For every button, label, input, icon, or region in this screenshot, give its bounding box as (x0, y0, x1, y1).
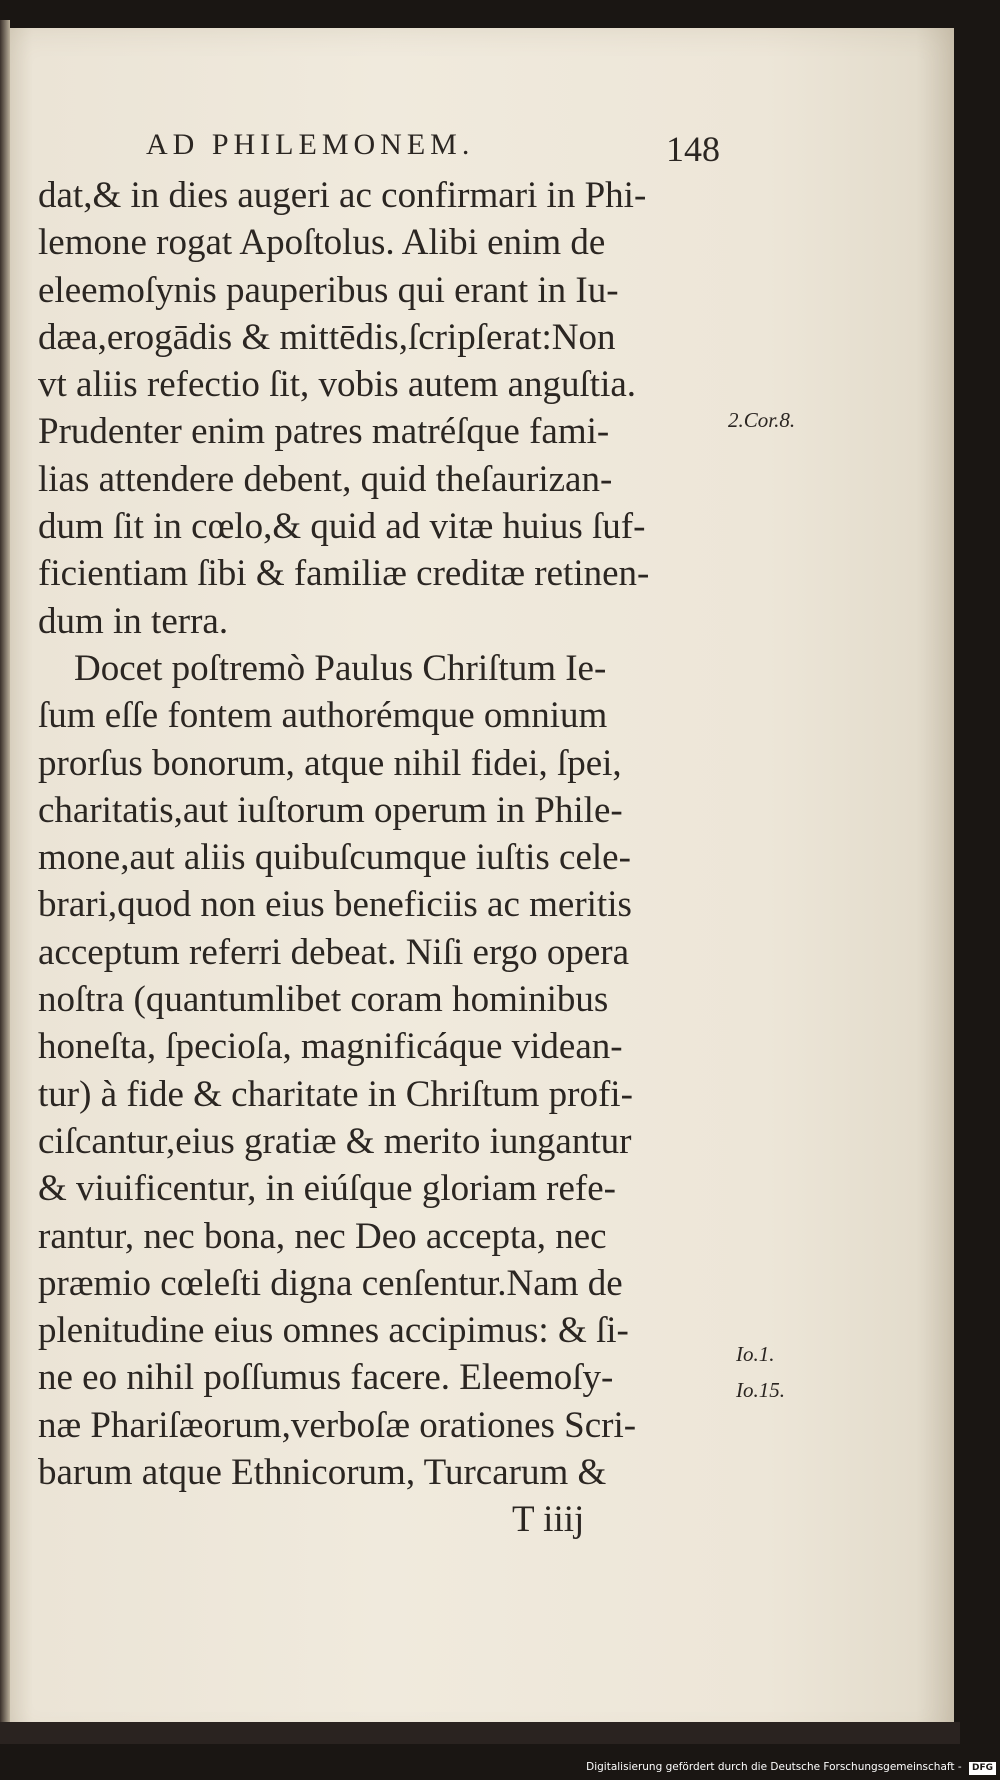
text-line: tur) à fide & charitate in Chriſtum profi- (38, 1073, 633, 1115)
text-line: acceptum referri debeat. Niſi ergo opera (38, 931, 630, 973)
text-line: dum in terra. (38, 600, 229, 642)
running-title: AD PHILEMONEM. (146, 128, 475, 161)
text-line: charitatis,aut iuſtorum operum in Phile- (38, 789, 623, 831)
text-line: ficientiam ſibi & familiæ creditæ retinen- (38, 553, 650, 595)
text-line: ciſcantur,eius gratiæ & merito iungantur (38, 1120, 632, 1162)
page-header (130, 128, 720, 170)
binding-edge (0, 20, 10, 1730)
text-line: dat,& in dies augeri ac confirmari in Phi- (38, 175, 647, 216)
paragraph-start-line: Docet poſtremò Paulus Chriſtum Ie- (74, 647, 607, 689)
text-line: & viuificentur, in eiúſque gloriam refe- (38, 1168, 616, 1210)
margin-note: Io.1. (736, 1342, 775, 1366)
text-line: dæa,erogādis & mittēdis,ſcripſerat:Non (38, 316, 616, 358)
credit-text: Digitalisierung gefördert durch die Deutsche Forschungsgemeinschaft - (586, 1761, 962, 1773)
text-line: eleemoſynis pauperibus qui erant in Iu- (38, 269, 619, 311)
digitization-credit (560, 1754, 1000, 1780)
text-line: Prudenter enim patres matréſque fami- (38, 411, 610, 453)
text-line: lias attendere debent, quid theſaurizan- (38, 458, 613, 500)
text-line: dum ſit in cœlo,& quid ad vitæ huius ſuf- (38, 506, 646, 548)
page-bottom-edge (0, 1722, 960, 1744)
signature-mark: T iiij (512, 1499, 585, 1541)
text-line: ſum eſſe fontem authorémque omnium (38, 695, 608, 737)
text-line: prorſus bonorum, atque nihil fidei, ſpei, (38, 742, 622, 784)
page-number: 148 (666, 129, 720, 169)
text-line: rantur, nec bona, nec Deo accepta, nec (38, 1215, 607, 1257)
text-line: vt aliis refectio ſit, vobis autem anguſtia. (38, 364, 637, 406)
dfg-logo: DFG (969, 1762, 996, 1775)
text-line: mone,aut aliis quibuſcumque iuſtis cele- (38, 837, 631, 879)
text-line: næ Phariſæorum,verboſæ orationes Scri- (38, 1404, 637, 1446)
body-text (38, 172, 718, 1544)
text-line: ne eo nihil poſſumus facere. Eleemoſy- (38, 1357, 614, 1399)
text-line: noſtra (quantumlibet coram hominibus (38, 979, 609, 1021)
text-line: honeſta, ſpecioſa, magnificáque videan- (38, 1026, 623, 1068)
text-line: brari,quod non eius beneficiis ac meritis (38, 884, 632, 926)
margin-note: Io.15. (736, 1378, 785, 1402)
margin-note: 2.Cor.8. (728, 408, 796, 432)
text-line: plenitudine eius omnes accipimus: & ſi- (38, 1310, 629, 1352)
text-line: præmio cœleſti digna cenſentur.Nam de (38, 1262, 623, 1304)
text-line: barum atque Ethnicorum, Turcarum & (38, 1452, 607, 1494)
text-line: lemone rogat Apoſtolus. Alibi enim de (38, 222, 606, 264)
